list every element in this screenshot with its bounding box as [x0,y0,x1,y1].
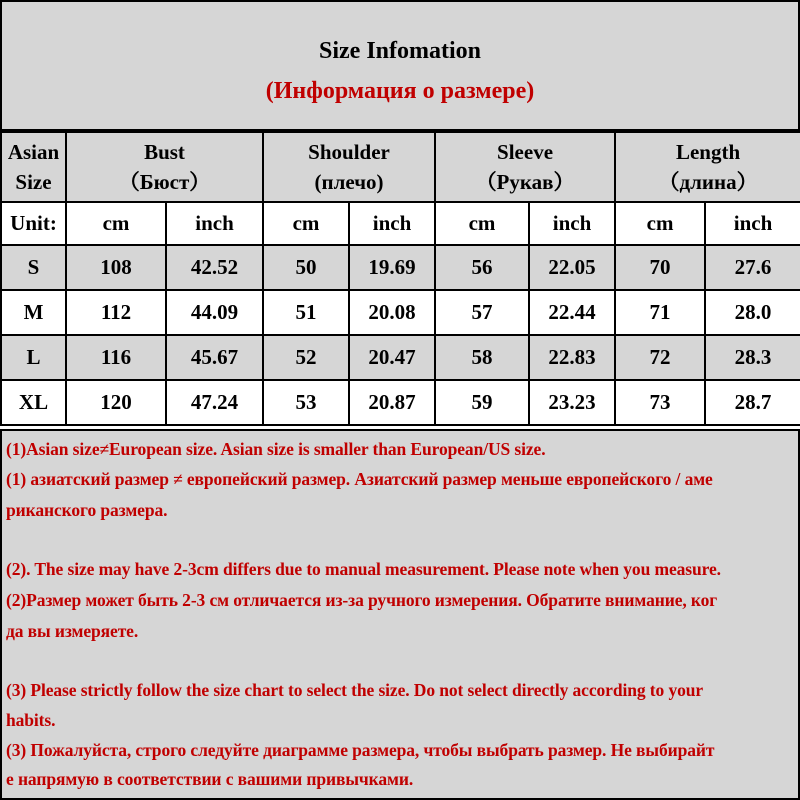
note-line: (2)Размер может быть 2-3 см отличается из-за ручного измерения. Обратите внимание, ког [6,590,718,610]
unit-cell: inch [166,202,263,245]
header-length-ru: （длина） [658,170,758,194]
header-shoulder [263,132,435,202]
table-cell: 51 [263,290,349,335]
unit-cell: inch [705,202,800,245]
header-sleeve-ru: （Рукав） [475,170,575,194]
header-length-en: Length [675,140,741,164]
header-sleeve [435,132,615,202]
note-line: (1) азиатский размер ≠ европейский размер. Азиатский размер меньше европейского / аме [6,469,713,489]
header-bust-ru: （Бюст） [118,170,211,194]
unit-cell: inch [529,202,615,245]
unit-cell: cm [615,202,705,245]
table-cell: 27.6 [705,245,800,290]
note-line: (3) Please strictly follow the size chart to select the size. Do not select directly according to your [6,680,704,700]
table-cell: 116 [66,335,166,380]
unit-cell: inch [349,202,435,245]
table-row [1,335,800,380]
table-cell: 22.05 [529,245,615,290]
note-line: е напрямую в соответствии с вашими привычками. [6,769,414,789]
header-bust-en: Bust [144,140,185,164]
table-cell: 58 [435,335,529,380]
note-line: (1)Asian size≠European size. Asian size is smaller than European/US size. [6,439,546,459]
size-label: M [1,290,66,335]
table-cell: 73 [615,380,705,425]
table-row [1,245,800,290]
table-cell: 57 [435,290,529,335]
header-asian-line1: Asian [7,140,60,164]
size-label: L [1,335,66,380]
table-header-row [1,132,800,202]
table-cell: 28.3 [705,335,800,380]
table-row [1,380,800,425]
title-english: Size Infomation [319,38,481,64]
size-label: S [1,245,66,290]
table-cell: 44.09 [166,290,263,335]
header-bust [66,132,263,202]
table-cell: 112 [66,290,166,335]
table-cell: 23.23 [529,380,615,425]
notes-block [0,429,800,800]
unit-cell: cm [66,202,166,245]
table-cell: 56 [435,245,529,290]
table-cell: 72 [615,335,705,380]
note-line: habits. [6,710,56,730]
table-cell: 50 [263,245,349,290]
table-row [1,290,800,335]
note-line: (3) Пожалуйста, строго следуйте диаграмме размера, чтобы выбрать размер. Не выбирайт [6,740,715,760]
header-asian-line2: Size [15,170,52,194]
table-cell: 108 [66,245,166,290]
table-cell: 70 [615,245,705,290]
title-russian: (Информация о размере) [265,78,535,104]
note-line: (2). The size may have 2-3cm differs due to manual measurement. Please note when you measure. [6,559,721,579]
table-cell: 28.0 [705,290,800,335]
note-line: да вы измеряете. [6,621,139,641]
note-line: риканского размера. [6,500,168,520]
table-cell: 47.24 [166,380,263,425]
table-cell: 20.47 [349,335,435,380]
size-table [0,131,800,426]
header-length [615,132,800,202]
header-sleeve-en: Sleeve [497,140,554,164]
size-label: XL [1,380,66,425]
table-cell: 28.7 [705,380,800,425]
header-shoulder-en: Shoulder [308,140,390,164]
unit-row [1,202,800,245]
table-cell: 59 [435,380,529,425]
unit-label: Unit: [1,202,66,245]
table-cell: 120 [66,380,166,425]
table-cell: 20.08 [349,290,435,335]
title-block [0,0,800,131]
table-cell: 20.87 [349,380,435,425]
table-cell: 52 [263,335,349,380]
table-cell: 45.67 [166,335,263,380]
header-asian-size [1,132,66,202]
unit-cell: cm [263,202,349,245]
unit-cell: cm [435,202,529,245]
table-cell: 22.44 [529,290,615,335]
table-cell: 53 [263,380,349,425]
table-cell: 42.52 [166,245,263,290]
table-cell: 22.83 [529,335,615,380]
header-shoulder-ru: (плечо) [314,170,384,194]
table-cell: 71 [615,290,705,335]
table-cell: 19.69 [349,245,435,290]
